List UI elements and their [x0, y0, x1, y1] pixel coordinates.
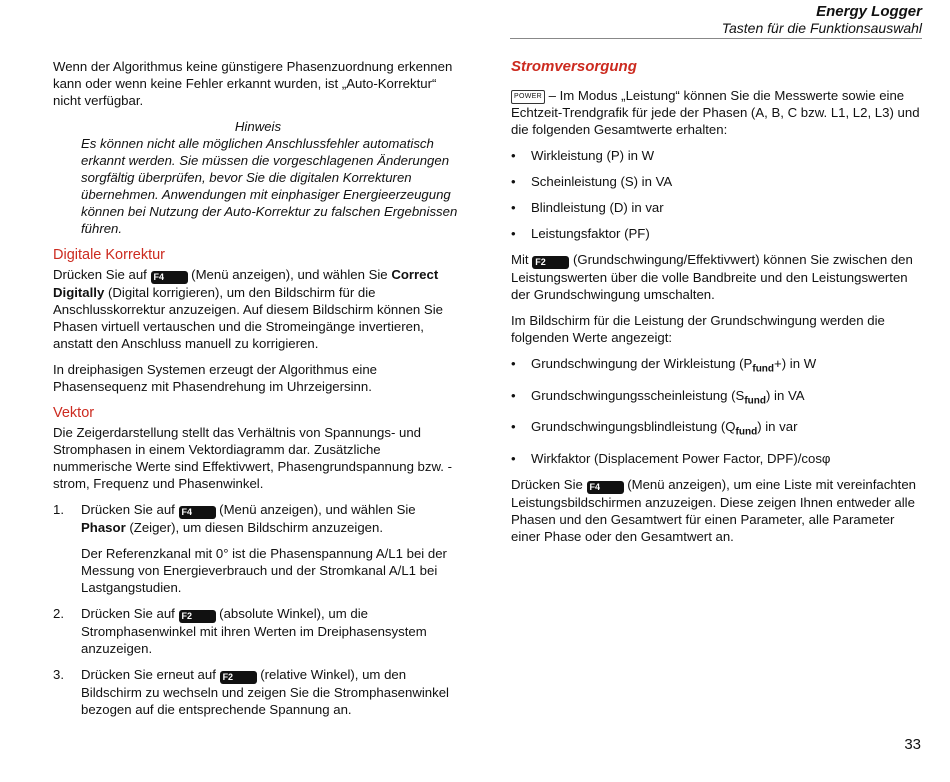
- right-column: [511, 58, 923, 554]
- header-title: Energy Logger: [816, 3, 922, 20]
- text: (Menü anzeigen), und wählen Sie: [191, 267, 388, 282]
- left-column: [53, 58, 463, 727]
- subscript: fund: [744, 395, 766, 407]
- fundamental-screen-paragraph: Im Bildschirm für die Leistung der Grundschwingung werden die folgenden Werte angezeigt:: [511, 313, 885, 345]
- text: Grundschwingungsscheinleistung (S: [531, 387, 745, 403]
- text: ) in var: [757, 419, 798, 435]
- page-number: 33: [904, 736, 921, 753]
- power-mode-paragraph: [511, 87, 923, 138]
- digital-correction-paragraph: [53, 266, 463, 352]
- text: Grundschwingungsblindleistung (Q: [531, 419, 736, 435]
- text: (absolute Winkel), um die Stromphasenwinkel mit ihren Werten im Dreiphasensystem anzuzeigen.: [81, 606, 427, 656]
- text: (relative Winkel), um den Bildschirm zu wechseln und zeigen Sie die Stromphasenwinkel bezogen auf die entsprechende Spannung an.: [81, 667, 449, 717]
- page-header: [722, 3, 922, 37]
- f4-key-icon: F4: [179, 506, 216, 519]
- fundamental-toggle-paragraph: [511, 251, 923, 303]
- simplified-screens-paragraph: [511, 476, 923, 545]
- phase-sequence-paragraph: In dreiphasigen Systemen erzeugt der Algorithmus eine Phasensequenz mit Phasendrehung im Uhrzeigersinn.: [53, 362, 378, 394]
- text: Drücken Sie auf: [81, 502, 175, 517]
- text: (Menü anzeigen), und wählen Sie: [219, 502, 416, 517]
- vector-heading: Vektor: [53, 405, 95, 421]
- f2-key-icon: F2: [220, 671, 257, 684]
- note-text: Es können nicht alle möglichen Anschlussfehler automatisch erkannt werden. Sie müssen die vorgeschlagenen Änderungen sorgfältig überprüfen, bevor Sie die digitalen Korrekturen übernehmen. Anwendungen mit einphasiger Energieerzeugung können bei Nutzung der Auto-Korrektur zu falschen Ergebnissen führen.: [81, 136, 458, 236]
- power-key-icon: POWER: [511, 90, 545, 104]
- step-number: 3.: [53, 667, 64, 682]
- list-item: [511, 450, 923, 467]
- text: Drücken Sie erneut auf: [81, 667, 216, 682]
- list-item: • Scheinleistung (S) in VA: [511, 173, 923, 190]
- f4-key-icon: F4: [587, 481, 624, 494]
- list-item: • Leistungsfaktor (PF): [511, 225, 923, 242]
- step-number: 2.: [53, 606, 64, 621]
- f2-key-icon: F2: [532, 256, 569, 269]
- header-rule: [510, 38, 922, 39]
- list-item: • Wirkleistung (P) in W: [511, 147, 923, 164]
- header-subtitle: Tasten für die Funktionsauswahl: [721, 20, 922, 36]
- text: Wirkfaktor (Displacement Power Factor, DPF)/cosφ: [531, 450, 831, 466]
- text: Drücken Sie auf: [81, 606, 175, 621]
- text: (Zeiger), um diesen Bildschirm anzuzeigen.: [129, 520, 383, 535]
- fundamental-values-list: [511, 355, 923, 467]
- list-item: [511, 387, 923, 410]
- step-number: 1.: [53, 502, 64, 517]
- text: Mit: [511, 252, 529, 267]
- correct-digitally-label: Correct Digitally: [53, 267, 439, 300]
- step-3: [53, 666, 463, 718]
- text: Drücken Sie: [511, 476, 583, 492]
- note-heading: Hinweis: [234, 119, 282, 134]
- phasor-label: Phasor: [81, 520, 126, 535]
- text: (Menü anzeigen), um eine Liste mit vereinfachten Leistungsbildschirmen anzuzeigen. Diese zeigen Ihnen entweder alle Phasen und den Gesamtwert für einen Parameter, alle Parameter einer Phase oder den Gesamtwert an.: [511, 476, 916, 544]
- digital-correction-heading: Digitale Korrektur: [53, 247, 166, 263]
- subscript: fund: [752, 363, 775, 375]
- text: Grundschwingung der Wirkleistung (P: [531, 356, 753, 371]
- text: – Im Modus „Leistung“ können Sie die Messwerte sowie eine Echtzeit-Trendgrafik für jede der Phasen (A, B, C bzw. L1, L2, L3) und die folgenden Gesamtwerte erhalten:: [511, 88, 920, 137]
- step-2: [53, 605, 463, 657]
- vector-steps: [53, 501, 463, 718]
- intro-paragraph: Wenn der Algorithmus keine günstigere Phasenzuordnung erkennen kann oder wenn keine Fehler erkannt wurden, ist „Auto-Korrektur“ nicht verfügbar.: [53, 59, 453, 108]
- subscript: fund: [735, 426, 758, 438]
- text: Drücken Sie auf: [53, 267, 147, 282]
- text: +) in W: [774, 356, 817, 371]
- list-item: [511, 418, 923, 441]
- list-item: • Blindleistung (D) in var: [511, 199, 923, 216]
- f2-key-icon: F2: [179, 610, 216, 623]
- vector-paragraph: Die Zeigerdarstellung stellt das Verhältnis von Spannungs- und Stromphasen in einem Vektordiagramm dar. Zusätzliche nummerische Werte sind Effektivwert, Phasengrundspannung bzw. -strom, Frequenz und Phasenwinkel.: [53, 425, 453, 491]
- f4-key-icon: F4: [151, 271, 188, 284]
- text: (Digital korrigieren), um den Bildschirm für die Anschlusskorrektur anzuzeigen. Auf diesem Bildschirm können Sie Phasen virtuell vertauschen und die Stromeingänge invertieren, anstatt den Anschluss manuell zu korrigieren.: [53, 285, 443, 351]
- total-values-list: [511, 147, 923, 242]
- text: (Grundschwingung/Effektivwert) können Sie zwischen den Leistungswerten über die volle Bandbreite und den Leistungswerten der Grundschwingung umschalten.: [511, 252, 913, 302]
- step-1: [53, 501, 463, 596]
- power-supply-heading: Stromversorgung: [511, 58, 637, 75]
- list-item: [511, 355, 923, 378]
- text: ) in VA: [765, 387, 805, 403]
- step-1-detail: Der Referenzkanal mit 0° ist die Phasenspannung A/L1 bei der Messung von Energieverbrauch und der Stromkanal A/L1 bei Lastgangstudien.: [81, 546, 447, 595]
